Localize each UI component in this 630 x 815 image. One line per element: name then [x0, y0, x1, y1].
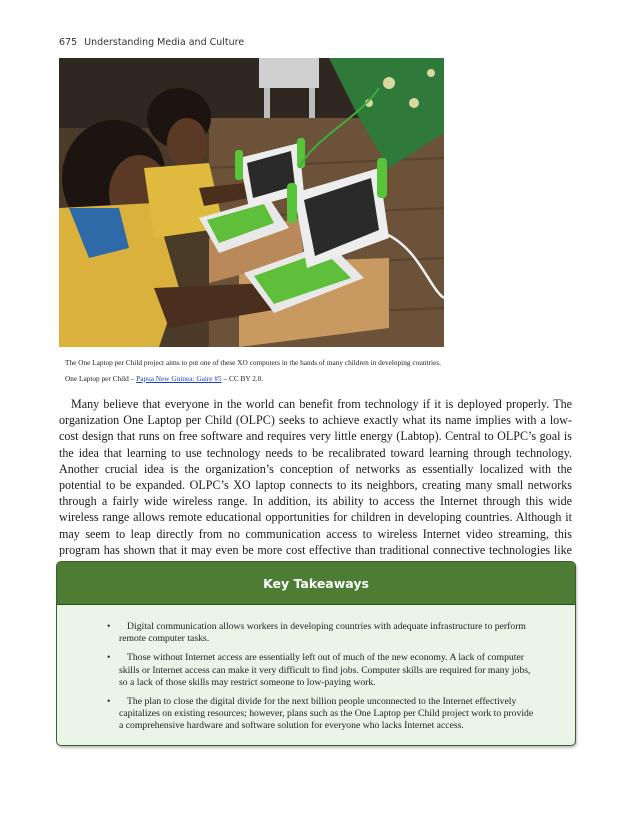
takeaway-text: The plan to close the digital divide for the next billion people unconnected to the Internet effectively capitalizes on existing resources; however, plans such as the One Laptop per Child project work to provide a comprehensive hardware and software solution for everyone who lacks Internet access. — [119, 696, 534, 732]
list-item — [107, 621, 537, 645]
figure-caption-block — [65, 355, 585, 387]
book-title: Understanding Media and Culture — [84, 37, 245, 48]
bullet-icon: • — [107, 696, 111, 708]
takeaway-text: Those without Internet access are essentially left out of much of the new economy. A lack of computer skills or Internet access can make it very difficult to find jobs. Computer skills are required for many jobs, so a lack of those skills may restrict someone to low-paying work. — [119, 652, 531, 688]
credit-suffix: – CC BY 2.0. — [223, 374, 264, 383]
list-item — [107, 696, 537, 733]
key-takeaways-box — [56, 561, 576, 746]
running-header — [59, 37, 244, 48]
credit-prefix: One Laptop per Child – — [65, 374, 135, 383]
figure-credit — [65, 371, 585, 387]
credit-link[interactable]: Papua New Guinea: Gaire #5 — [136, 374, 222, 383]
page-number: 675 — [59, 37, 78, 48]
key-takeaways-list — [57, 605, 575, 733]
figure-caption: The One Laptop per Child project aims to put one of these XO computers in the hands of many children in developing countries. — [65, 358, 441, 367]
body-paragraph: Many believe that everyone in the world can benefit from technology if it is deployed properly. The organization One Laptop per Child (OLPC) seeks to achieve exactly what its name implies with a low-cost design that runs on free software and requires very little energy (Labtop). Central to OLPC’s goal is the idea that learning to use technology needs to be recalibrated toward learning through technology. Another crucial idea is the organization’s conception of networks as essentially localized with the potential to be expanded. OLPC’s XO laptop connects to its neighbors, creating many small networks through a fairly wide wireless range. In addition, its ability to access the Internet through this wide wireless range allows remote educational opportunities for children in developing countries. Although it may seem to leap directly from no communication access to wireless Internet video streaming, this program has shown that it may even be more cost effective than traditional connective technologies like — [59, 397, 572, 557]
takeaway-text: Digital communication allows workers in developing countries with adequate infrastructure to perform remote computer tasks. — [119, 621, 526, 645]
key-takeaways-title: Key Takeaways — [57, 562, 575, 605]
figure-photo — [59, 58, 444, 347]
bullet-icon: • — [107, 621, 111, 632]
bullet-icon: • — [107, 652, 111, 664]
list-item — [107, 652, 537, 689]
